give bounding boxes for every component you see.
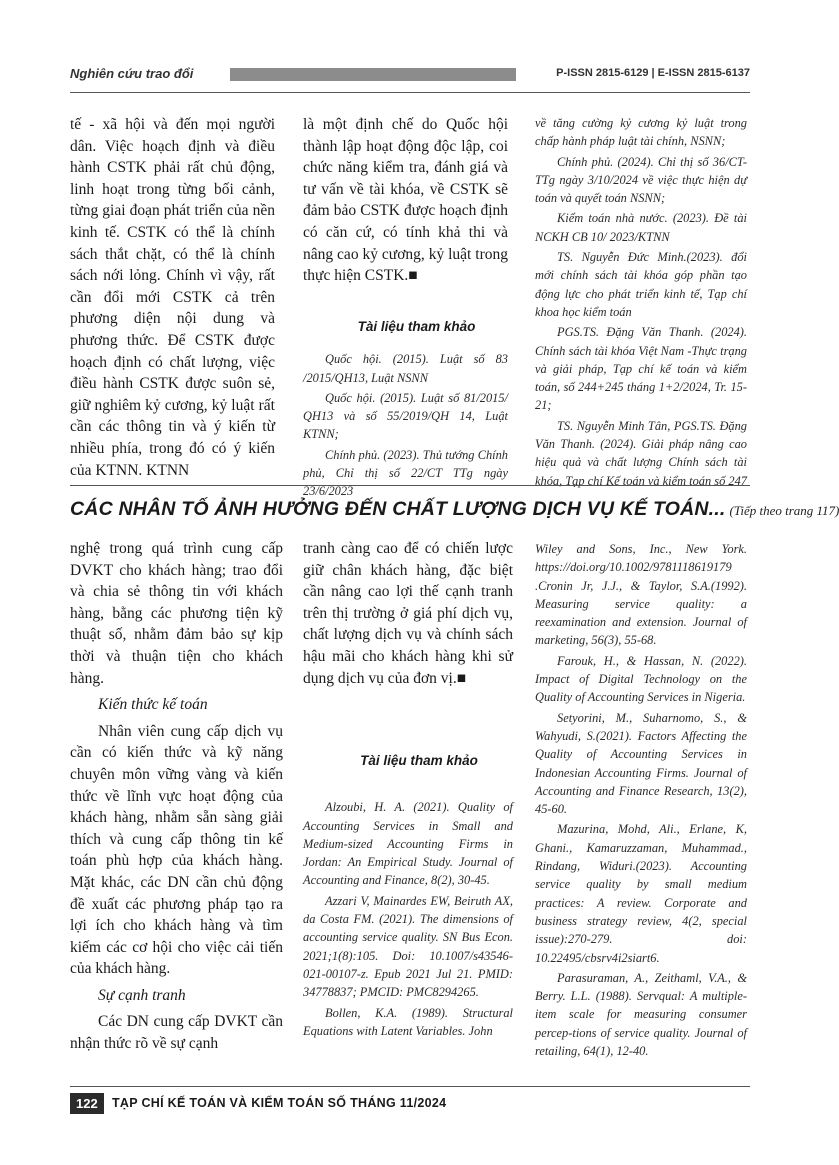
article-title: [70, 498, 839, 521]
reference-item: Kiểm toán nhà nước. (2023). Đề tài NCKH CB 10/ 2023/KTNN: [535, 211, 747, 244]
article-divider: [70, 485, 750, 486]
paragraph: Nhân viên cung cấp dịch vụ cần có kiến thức và kỹ năng chuyên môn vững vàng và kiến thức về lĩnh vực hoạt động của khách hàng, nhằm sẵn sàng giải thích và cung cấp thông tin kế toán phù hợp của khách hàng. Mặt khác, các DN cần chủ động đề xuất các phương pháp tạo ra lợi ích cho khách hàng và tìm kiếm các cơ hội cho việc cải tiến của khách hàng.: [70, 722, 283, 978]
references-heading: Tài liệu tham khảo: [357, 319, 476, 334]
reference-item: Wiley and Sons, Inc., New York. https://doi.org/10.1002/9781118619179 .Cronin Jr, J.J., & Taylor, S.A.(1992). Measuring service quality: a reexamination and extension. Journal of marketing, 56(3), 55-68.: [535, 542, 747, 648]
subheading: Kiến thức kế toán: [98, 696, 208, 714]
reference-item: Farouk, H., & Hassan, N. (2022). Impact of Digital Technology on the Quality of Accounting Services in Nigeria.: [535, 653, 747, 705]
continued-note: (Tiếp theo trang 117): [729, 503, 839, 518]
reference-item: Azzari V, Mainardes EW, Beiruth AX, da Costa FM. (2021). The dimensions of accounting service quality. SN Bus Econ. 2021;1(8):105. Doi: 10.1007/s43546-021-00107-z. Epub 2021 Jul 21. PMID: 34778837; PMCID: PMC8294265.: [303, 893, 513, 1000]
header-rule: [70, 92, 750, 93]
reference-item: TS. Nguyễn Minh Tân, PGS.TS. Đặng Văn Thanh. (2024). Giải pháp nâng cao hiệu quả và chất lượng Chính sách tài khóa, Tạp chí Kế toán và kiểm toán số 247: [535, 418, 747, 488]
reference-item: PGS.TS. Đặng Văn Thanh. (2024). Chính sách tài khóa Việt Nam -Thực trạng và giải pháp, Tạp chí kế toán và kiểm toán, số 244+245 tháng 1+2/2024, Tr. 15-21;: [535, 325, 747, 413]
section-name: Nghiên cứu trao đổi: [70, 66, 194, 81]
paragraph: là một định chế do Quốc hội thành lập hoạt động độc lập, coi chức năng kiểm tra, đánh giá và tư vấn về tài khóa, về CSTK sẽ đảm bảo CSTK được hoạch định có căn cứ, có tính khả thi và nâng cao kỷ cương, kỷ luật trong thực hiện CSTK.■: [303, 116, 508, 285]
journal-name: TẠP CHÍ KẾ TOÁN VÀ KIỂM TOÁN SỐ THÁNG 11/2024: [112, 1096, 447, 1110]
top-column-1: [70, 114, 275, 481]
reference-item: Parasuraman, A., Zeithaml, V.A., & Berry. L.L. (1988). Servqual: A multiple-item scale for measuring consumer percep-tions of service quality. Journal of retailing, 64(1), 12-40.: [535, 970, 747, 1059]
reference-item: Setyorini, M., Suharnomo, S., & Wahyudi, S.(2021). Factors Affecting the Quality of Accounting Services in Indonesian Accounting Firms. Journal of Accounting and Finance Research, 13(2), 45-60.: [535, 710, 747, 817]
bottom-references: [303, 752, 513, 1042]
page-number: 122: [70, 1093, 104, 1114]
article-title-text: CÁC NHÂN TỐ ẢNH HƯỞNG ĐẾN CHẤT LƯỢNG DỊCH VỤ KẾ TOÁN...: [70, 498, 726, 520]
header-bar: [230, 68, 516, 81]
footer-rule: [70, 1086, 750, 1087]
bottom-column-1: [70, 538, 283, 1055]
reference-item: Chính phủ. (2023). Thủ tướng Chính phủ, Chỉ thị số 22/CT TTg ngày 23/6/2023: [303, 447, 508, 499]
references-heading: Tài liệu tham khảo: [360, 753, 478, 768]
issn: P-ISSN 2815-6129 | E-ISSN 2815-6137: [556, 67, 750, 79]
subheading: Sự cạnh tranh: [98, 986, 186, 1004]
reference-item: Chính phủ. (2024). Chỉ thị số 36/CT-TTg ngày 3/10/2024 về việc thực hiện dự toán và quyết toán NSNN;: [535, 154, 747, 206]
reference-item: Quốc hội. (2015). Luật số 81/2015/ QH13 và số 55/2019/QH 14, Luật KTNN;: [303, 390, 508, 442]
page-header: [70, 62, 750, 88]
reference-item: Mazurina, Mohd, Ali., Erlane, K, Ghani., Kamaruzzaman, Muhammad., Rindang, Widuri.(2023). Accounting service quality by small medium practices: A review. Corporate and business strategy review, 4(2, special issue):270-279. doi: 10.22495/cbsrv4i2siart6.: [535, 822, 747, 965]
top-references: [303, 318, 508, 503]
bottom-references-continued: [535, 540, 747, 1062]
reference-item: về tăng cường kỷ cương kỷ luật trong chấp hành pháp luật tài chính, NSNN;: [535, 116, 747, 149]
paragraph: nghệ trong quá trình cung cấp DVKT cho khách hàng; trao đổi và chia sẻ thông tin với khách hàng, bằng các phương tiện kỹ thuật số, nhằm đảm bảo sự kịp thời và thuận tiện cho khách hàng.: [70, 540, 283, 687]
paragraph: tranh càng cao để có chiến lược giữ chân khách hàng, đặc biệt cần nâng cao lợi thế cạnh tranh trên thị trường ở giá phí dịch vụ, chất lượng dịch vụ và chính sách hậu mãi cho khách hàng khi sử dụng dịch vụ của đơn vị.■: [303, 540, 513, 687]
reference-item: Quốc hội. (2015). Luật số 83 /2015/QH13, Luật NSNN: [303, 352, 508, 385]
reference-item: TS. Nguyễn Đức Minh.(2023). đổi mới chính sách tài khóa góp phần tạo động lực cho phát triển kinh tế, Tạp chí khoa học kiểm toán: [535, 250, 747, 319]
top-references-continued: [535, 114, 747, 492]
paragraph: Các DN cung cấp DVKT cần nhận thức rõ về sự cạnh: [70, 1013, 283, 1053]
page-footer: [70, 1093, 750, 1115]
reference-item: Bollen, K.A. (1989). Structural Equations with Latent Variables. John: [303, 1005, 513, 1038]
bottom-column-2: [303, 538, 513, 689]
paragraph: tế - xã hội và đến mọi người dân. Việc hoạch định và điều hành CSTK phải rất chủ động, linh hoạt trong từng bối cảnh, từng giai đoạn phát triển của nền kinh tế. CSTK có thể là chính sách thắt chặt, có thể là chính sách nới lỏng. Chính vì vậy, rất cần đổi mới CSTK cả trên phương diện nội dung và phương thức. Để CSTK được hoạch định có chất lượng, việc điều hành CSTK được suôn sẻ, giữ nghiêm kỷ cương, kỷ luật rất cần các thông tin và ý kiến từ nhiều phía, trong đó có ý kiến của KTNN. KTNN: [70, 116, 275, 479]
top-column-2: [303, 114, 508, 287]
reference-item: Alzoubi, H. A. (2021). Quality of Accounting Services in Small and Medium-sized Accounting Firms in Jordan: An Empirical Study. Journal of Accounting and Finance, 8(2), 30-45.: [303, 800, 513, 888]
